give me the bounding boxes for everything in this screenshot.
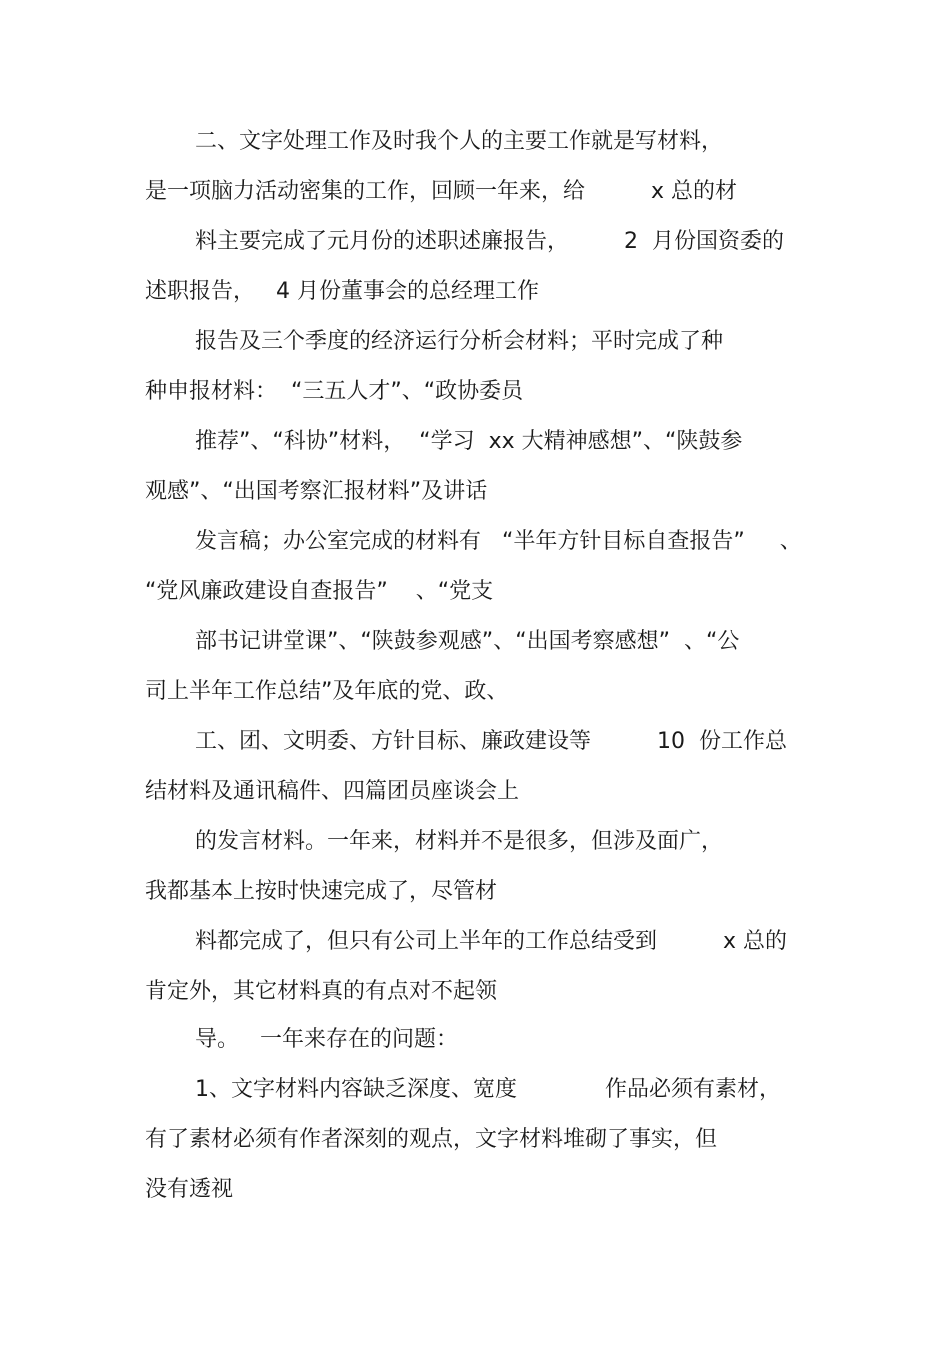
- text-line-14: 结材料及通讯稿件、四篇团员座谈会上: [145, 779, 520, 804]
- text-line-13: 工、团、文明委、方针目标、廉政建设等 10 份工作总: [195, 729, 787, 754]
- text-line-12: 司上半年工作总结”及年底的党、政、: [145, 679, 509, 704]
- text-line-7: 推荐”、“科协”材料， “学习 xx 大精神感想”、“陕鼓参: [195, 429, 743, 454]
- text-line-20: 1、文字材料内容缺乏深度、宽度 作品必须有素材，: [195, 1077, 781, 1102]
- text-line-4: 述职报告， 4 月份董事会的总经理工作: [145, 279, 539, 304]
- text-line-16: 我都基本上按时快速完成了，尽管材: [145, 879, 498, 904]
- text-line-22: 没有透视: [145, 1177, 234, 1202]
- text-line-9: 发言稿；办公室完成的材料有 “半年方针目标自查报告” 、: [195, 529, 802, 554]
- text-line-17: 料都完成了，但只有公司上半年的工作总结受到 x 总的: [195, 929, 788, 954]
- text-line-21: 有了素材必须有作者深刻的观点，文字材料堆砌了事实，但: [145, 1127, 718, 1152]
- text-line-19: 导。 一年来存在的问题：: [195, 1027, 458, 1052]
- text-line-3: 料主要完成了元月份的述职述廉报告， 2 月份国资委的: [195, 229, 784, 254]
- text-line-1: 二、文字处理工作及时我个人的主要工作就是写材料，: [195, 129, 724, 154]
- text-line-6: 种申报材料： “三五人才”、“政协委员: [145, 379, 524, 404]
- text-line-2: 是一项脑力活动密集的工作，回顾一年来，给 x 总的材: [145, 179, 738, 204]
- text-line-8: 观感”、“出国考察汇报材料”及讲话: [145, 479, 488, 504]
- text-line-5: 报告及三个季度的经济运行分析会材料；平时完成了种: [195, 329, 724, 354]
- text-line-15: 的发言材料。一年来，材料并不是很多，但涉及面广，: [195, 829, 724, 854]
- text-line-11: 部书记讲堂课”、“陕鼓参观感”、“出国考察感想” 、“公: [195, 629, 740, 654]
- text-line-10: “党风廉政建设自查报告” 、“党支: [145, 579, 494, 604]
- text-line-18: 肯定外，其它材料真的有点对不起领: [145, 979, 498, 1004]
